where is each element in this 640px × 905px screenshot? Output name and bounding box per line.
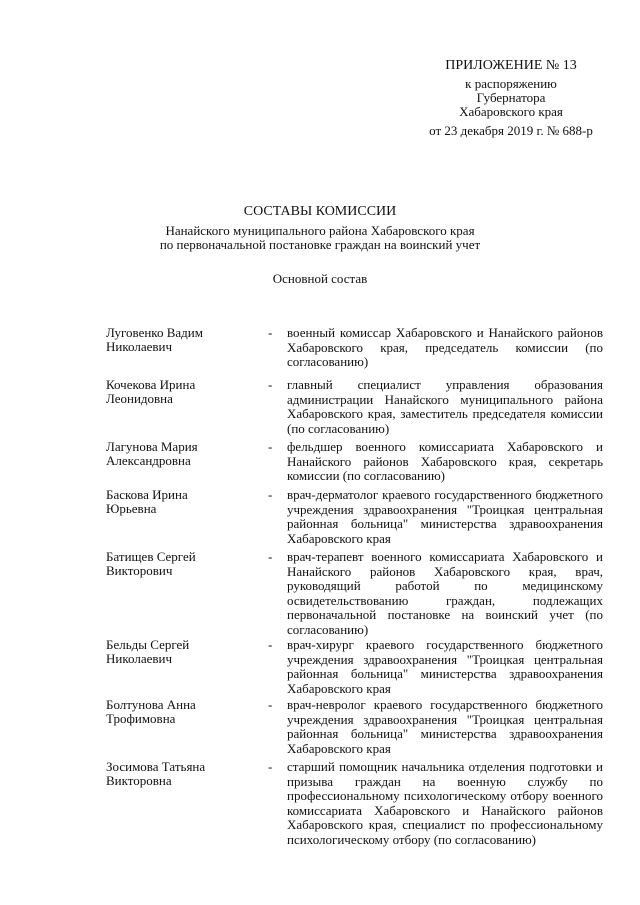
member-patronymic: Леонидовна — [106, 391, 173, 406]
member-role: военный комиссар Хабаровского и Нанайского районов Хабаровского края, председатель комиссии (по согласованию) — [287, 325, 603, 370]
member-surname-name: Зосимова Татьяна — [106, 759, 206, 774]
member-role: врач-хирург краевого государственного бюджетного учреждения здравоохранения "Троицкая центральная районная больница" министерства здравоохранения Хабаровского края — [287, 637, 603, 696]
document-title: СОСТАВЫ КОМИССИИ — [243, 204, 397, 219]
member-row — [0, 698, 640, 756]
member-surname-name: Баскова Ирина — [106, 487, 188, 502]
member-dash: - — [268, 549, 273, 564]
member-dash: - — [268, 637, 273, 652]
member-row — [0, 549, 640, 637]
member-patronymic: Трофимовна — [106, 711, 176, 726]
member-patronymic: Александровна — [106, 453, 191, 468]
member-patronymic: Викторовна — [106, 773, 172, 788]
document-subtitle — [0, 224, 640, 252]
section-title: Основной состав — [272, 271, 368, 286]
member-surname-name: Батищев Сергей — [106, 549, 196, 564]
appendix-line-3: Хабаровского края — [459, 104, 563, 119]
subtitle-line-1: Нанайского муниципального района Хабаровского края — [165, 223, 475, 238]
member-name — [106, 326, 266, 374]
member-role: врач-невролог краевого государственного бюджетного учреждения здравоохранения "Троицкая центральная районная больница" министерства здравоохранения Хабаровского края — [287, 697, 603, 756]
member-name — [106, 638, 266, 694]
member-name — [106, 550, 266, 634]
member-patronymic: Николаевич — [106, 339, 172, 354]
member-surname-name: Болтунова Анна — [106, 697, 196, 712]
member-name — [106, 440, 266, 484]
member-name — [106, 488, 266, 546]
member-role: главный специалист управления образования администрации Нанайского муниципального района Хабаровского края, заместитель председателя комиссии (по согласованию) — [287, 377, 603, 436]
member-row — [0, 488, 640, 546]
member-patronymic: Юрьевна — [106, 501, 157, 516]
member-dash: - — [268, 487, 273, 502]
member-row — [0, 440, 640, 484]
appendix-title: ПРИЛОЖЕНИЕ № 13 — [445, 58, 577, 73]
members-list — [0, 326, 640, 864]
member-surname-name: Кочекова Ирина — [106, 377, 196, 392]
appendix-line-2: Губернатора — [476, 90, 546, 105]
appendix-header — [380, 58, 640, 138]
member-dash: - — [268, 697, 273, 712]
member-patronymic: Викторович — [106, 563, 173, 578]
member-row — [0, 760, 640, 860]
member-surname-name: Луговенко Вадим — [106, 325, 203, 340]
member-dash: - — [268, 325, 273, 340]
subtitle-line-2: по первоначальной постановке граждан на воинский учет — [159, 237, 481, 252]
member-dash: - — [268, 377, 273, 392]
member-name — [106, 378, 266, 436]
appendix-line-1: к распоряжению — [465, 76, 557, 91]
member-role: врач-дерматолог краевого государственного бюджетного учреждения здравоохранения "Троицкая центральная районная больница" министерства здравоохранения Хабаровского края — [287, 487, 603, 546]
member-row — [0, 638, 640, 694]
member-row — [0, 378, 640, 436]
member-role: фельдшер военного комиссариата Хабаровского и Нанайского районов Хабаровского края, секретарь комиссии (по согласованию) — [287, 439, 603, 484]
member-patronymic: Николаевич — [106, 651, 172, 666]
member-name — [106, 760, 266, 860]
member-role: врач-терапевт военного комиссариата Хабаровского и Нанайского районов Хабаровского края, врач, руководящий работой по медицинскому освидетельствованию граждан, подлежащих первоначальной постановке на воинский учет (по согласованию) — [287, 549, 603, 637]
member-role: старший помощник начальника отделения подготовки и призыва граждан на военную службу по профессиональному психологическому отбору военного комиссариата Хабаровского и Нанайского районов Хабаровского края, специалист по профессиональному психологическому отбору (по согласованию) — [287, 759, 603, 847]
member-dash: - — [268, 439, 273, 454]
member-name — [106, 698, 266, 756]
member-surname-name: Бельды Сергей — [106, 637, 190, 652]
appendix-date: от 23 декабря 2019 г. № 688-р — [429, 123, 593, 138]
member-row — [0, 326, 640, 374]
member-dash: - — [268, 759, 273, 774]
member-surname-name: Лагунова Мария — [106, 439, 198, 454]
